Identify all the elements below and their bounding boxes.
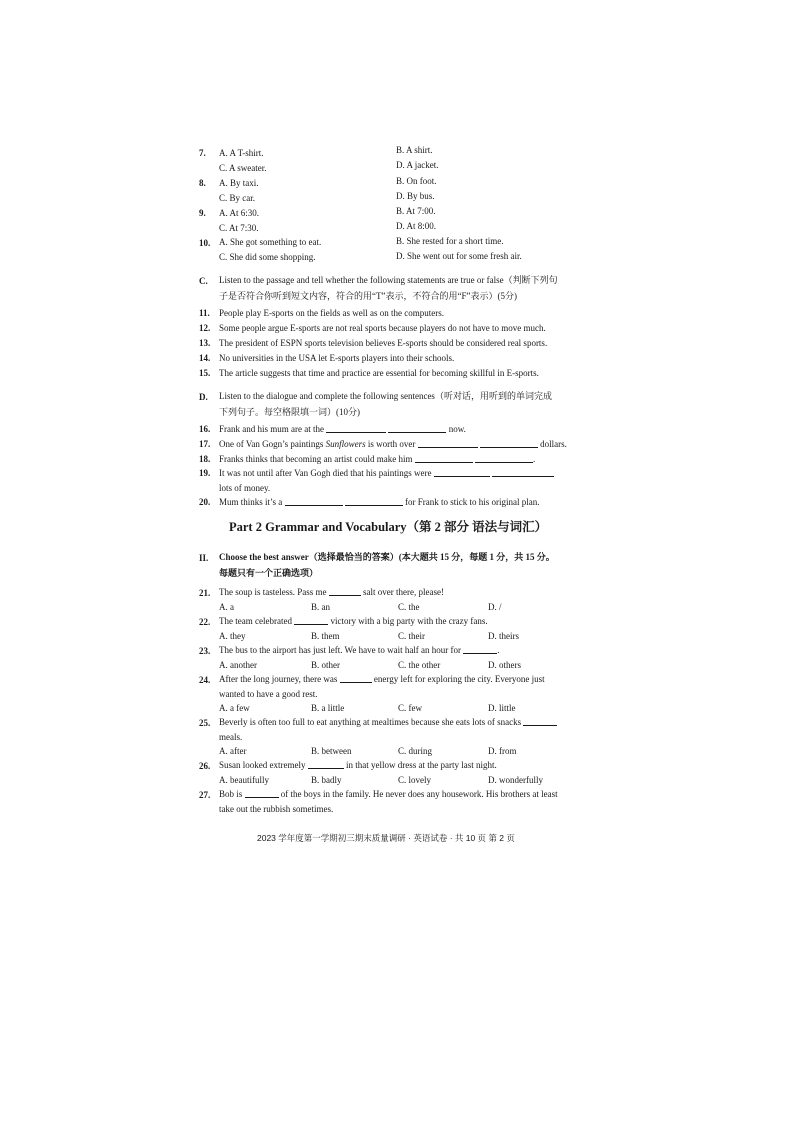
statement-text: The article suggests that time and practice are essential for becoming skillful in E-sports.	[219, 368, 539, 378]
question-number: 10.	[199, 238, 211, 248]
question-number: 20.	[199, 497, 211, 507]
option-d: D. At 8:00.	[396, 221, 437, 231]
option-c: C. At 7:30.	[219, 223, 259, 233]
question-number: 17.	[199, 439, 211, 449]
question-19-text-cont: lots of money.	[219, 483, 271, 493]
answer-blank[interactable]	[294, 624, 328, 625]
answer-blank[interactable]	[345, 505, 403, 506]
section-instructions: Choose the best answer（选择最恰当的答案）(本大题共 15 分，每题 1 分，共 15 分。	[219, 552, 555, 562]
option-a[interactable]: A. beautifully	[219, 775, 269, 785]
statement-text: No universities in the USA let E-sports players into their schools.	[219, 353, 455, 363]
option-d[interactable]: D. /	[488, 602, 502, 612]
question-number: 7.	[199, 148, 206, 158]
section-instructions-cont: 每题只有一个正确选项）	[219, 568, 319, 578]
option-d: D. She went out for some fresh air.	[396, 251, 522, 261]
option-b[interactable]: B. a little	[311, 703, 345, 713]
option-a: A. A T-shirt.	[219, 148, 264, 158]
statement-text: People play E-sports on the fields as well as on the computers.	[219, 308, 444, 318]
question-number: 24.	[199, 675, 211, 685]
question-number: 14.	[199, 353, 211, 363]
question-number: 11.	[199, 308, 210, 318]
option-d[interactable]: D. theirs	[488, 631, 519, 641]
question-18-text: Franks thinks that becoming an artist could make him .	[219, 454, 536, 464]
option-c: C. She did some shopping.	[219, 252, 316, 262]
option-b[interactable]: B. between	[311, 746, 352, 756]
question-number: 9.	[199, 208, 206, 218]
question-20-text: Mum thinks it’s a for Frank to stick to his original plan.	[219, 497, 540, 507]
question-number: 12.	[199, 323, 211, 333]
answer-blank[interactable]	[245, 797, 279, 798]
question-number: 8.	[199, 178, 206, 188]
question-number: 18.	[199, 454, 211, 464]
answer-blank[interactable]	[480, 447, 538, 448]
option-a[interactable]: A. another	[219, 660, 257, 670]
statement-text: The president of ESPN sports television believes E-sports should be considered real sports.	[219, 338, 548, 348]
section-letter: C.	[199, 276, 208, 286]
option-b: B. At 7:00.	[396, 206, 436, 216]
option-d[interactable]: D. wonderfully	[488, 775, 543, 785]
answer-blank[interactable]	[388, 432, 446, 433]
question-number: 16.	[199, 424, 211, 434]
option-c[interactable]: C. the other	[398, 660, 441, 670]
question-stem: Susan looked extremely in that yellow dress at the party last night.	[219, 760, 497, 770]
option-a[interactable]: A. after	[219, 746, 247, 756]
option-b[interactable]: B. them	[311, 631, 340, 641]
question-stem: The soup is tasteless. Pass me salt over there, please!	[219, 587, 444, 597]
option-a: A. At 6:30.	[219, 208, 260, 218]
question-number: 23.	[199, 646, 211, 656]
option-d: D. A jacket.	[396, 160, 439, 170]
question-number: 22.	[199, 617, 211, 627]
option-a: A. By taxi.	[219, 178, 259, 188]
option-a: A. She got something to eat.	[219, 237, 322, 247]
section-instructions-cont: 子是否符合你听到短文内容，符合的用“T”表示，不符合的用“F”表示）(5分)	[219, 291, 517, 301]
option-b[interactable]: B. an	[311, 602, 330, 612]
option-d: D. By bus.	[396, 191, 435, 201]
answer-blank[interactable]	[523, 725, 557, 726]
question-number: 25.	[199, 718, 211, 728]
option-b[interactable]: B. other	[311, 660, 340, 670]
option-a[interactable]: A. they	[219, 631, 246, 641]
answer-blank[interactable]	[492, 476, 554, 477]
option-d[interactable]: D. from	[488, 746, 517, 756]
question-stem-cont: meals.	[219, 732, 243, 742]
question-stem: Bob is of the boys in the family. He never does any housework. His brothers at least	[219, 789, 558, 799]
question-number: 15.	[199, 368, 211, 378]
question-number: 19.	[199, 468, 211, 478]
answer-blank[interactable]	[329, 595, 361, 596]
answer-blank[interactable]	[415, 462, 473, 463]
answer-blank[interactable]	[340, 682, 372, 683]
part-2-title: Part 2 Grammar and Vocabulary（第 2 部分 语法与词汇）	[229, 520, 548, 534]
question-number: 13.	[199, 338, 211, 348]
section-instructions: Listen to the dialogue and complete the following sentences（听对话，用听到的单词完成	[219, 391, 552, 401]
option-b: B. A shirt.	[396, 145, 433, 155]
option-c[interactable]: C. during	[398, 746, 433, 756]
statement-text: Some people argue E-sports are not real sports because players do not have to move much.	[219, 323, 546, 333]
option-c: C. A sweater.	[219, 163, 267, 173]
question-19-text: It was not until after Van Gogh died that his paintings were	[219, 469, 554, 478]
answer-blank[interactable]	[308, 768, 344, 769]
question-stem: The bus to the airport has just left. We have to wait half an hour for .	[219, 645, 500, 655]
answer-blank[interactable]	[285, 505, 343, 506]
question-number: 26.	[199, 761, 211, 771]
page-footer: 2023 学年度第一学期初三期末质量调研 · 英语试卷 · 共 10 页 第 2 页	[257, 833, 515, 843]
option-a[interactable]: A. a few	[219, 703, 250, 713]
answer-blank[interactable]	[326, 432, 386, 433]
option-a[interactable]: A. a	[219, 602, 234, 612]
option-b: B. On foot.	[396, 176, 437, 186]
answer-blank[interactable]	[434, 476, 490, 477]
option-b[interactable]: B. badly	[311, 775, 342, 785]
option-c[interactable]: C. lovely	[398, 775, 431, 785]
section-instructions: Listen to the passage and tell whether the following statements are true or false（判断下列句	[219, 275, 558, 285]
answer-blank[interactable]	[463, 653, 497, 654]
section-letter: D.	[199, 392, 208, 402]
answer-blank[interactable]	[418, 447, 478, 448]
question-17-text: One of Van Gogn’s paintings Sunflowers is worth over dollars.	[219, 439, 567, 449]
section-roman: II.	[199, 553, 209, 563]
question-stem: The team celebrated victory with a big party with the crazy fans.	[219, 616, 488, 626]
answer-blank[interactable]	[475, 462, 533, 463]
option-d[interactable]: D. others	[488, 660, 521, 670]
option-b: B. She rested for a short time.	[396, 236, 504, 246]
option-c[interactable]: C. their	[398, 631, 425, 641]
question-stem-cont: take out the rubbish sometimes.	[219, 804, 334, 814]
option-c: C. By car.	[219, 193, 255, 203]
option-d[interactable]: D. little	[488, 703, 516, 713]
question-stem: After the long journey, there was energy left for exploring the city. Everyone just	[219, 674, 545, 684]
question-number: 27.	[199, 790, 211, 800]
question-16-text: Frank and his mum are at the now.	[219, 424, 466, 434]
question-stem: Beverly is often too full to eat anything at mealtimes because she eats lots of snacks	[219, 718, 557, 727]
question-number: 21.	[199, 588, 211, 598]
section-instructions-cont: 下列句子。每空格限填一词）(10分)	[219, 407, 360, 417]
option-c[interactable]: C. few	[398, 703, 422, 713]
question-stem-cont: wanted to have a good rest.	[219, 689, 318, 699]
option-c[interactable]: C. the	[398, 602, 420, 612]
